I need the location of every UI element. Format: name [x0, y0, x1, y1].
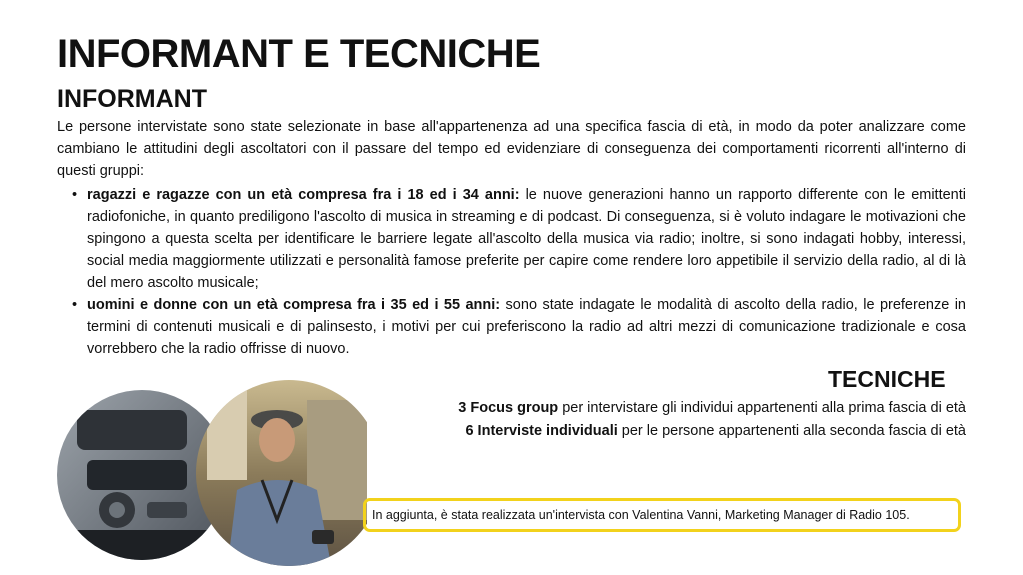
list-item — [70, 294, 966, 360]
bullet-text: sono state indagate le modalità di ascolto della radio, le preferenze in termini di contenuti musicali e di palinsesto, i motivi per cui preferiscono la radio ad altri mezzi di comunicazione tradizionale e cosa vorrebbero che la radio offrisse di nuovo. — [87, 297, 966, 357]
tecniche-bold-label: 3 Focus group — [458, 400, 559, 416]
informant-heading: INFORMANT — [57, 85, 207, 113]
photo-collage — [57, 380, 367, 570]
bullet-bold-label: uomini e donne con un età compresa fra i 35 ed i 55 anni: — [87, 297, 501, 313]
tecniche-line — [465, 420, 966, 442]
tecniche-text: per intervistare gli individui appartenenti alla prima fascia di età — [558, 400, 966, 416]
note-box: In aggiunta, è stata realizzata un'intervista con Valentina Vanni, Marketing Manager di Radio 105. — [363, 498, 961, 532]
tecniche-line — [458, 397, 966, 419]
tecniche-bold-label: 6 Interviste individuali — [465, 423, 618, 439]
informant-intro: Le persone intervistate sono state selezionate in base all'appartenenza ad una specifica fascia di età, in modo da poter analizzare come cambiano le attitudini degli ascoltatori con il passare del tempo ed evidenziare di conseguenza dei comportamenti ricorrenti all'interno di questi gruppi: — [57, 119, 966, 179]
tecniche-text: per le persone appartenenti alla seconda fascia di età — [617, 423, 966, 439]
bullet-text: le nuove generazioni hanno un rapporto differente con le emittenti radiofoniche, in quanto prediligono l'ascolto di musica in streaming e di podcast. Di conseguenza, si è voluto indagare le motivazioni che spingono a questa scelta per identificare le barriere legate all'ascolto della musica via radio; inoltre, si sono indagati hobby, interessi, social media maggiormente utilizzati e personalità famose preferite per capire come rendere loro appetibile il servizio della radio, al di là del mero ascolto musicale; — [87, 187, 966, 291]
list-item — [70, 184, 966, 294]
tecniche-heading: TECNICHE — [828, 366, 946, 392]
informant-bullet-list — [70, 184, 966, 360]
photo-collage-image — [57, 380, 367, 570]
bullet-bold-label: ragazzi e ragazze con un età compresa fra i 18 ed i 34 anni: — [87, 187, 520, 203]
page-title: INFORMANT E TECNICHE — [57, 32, 541, 76]
